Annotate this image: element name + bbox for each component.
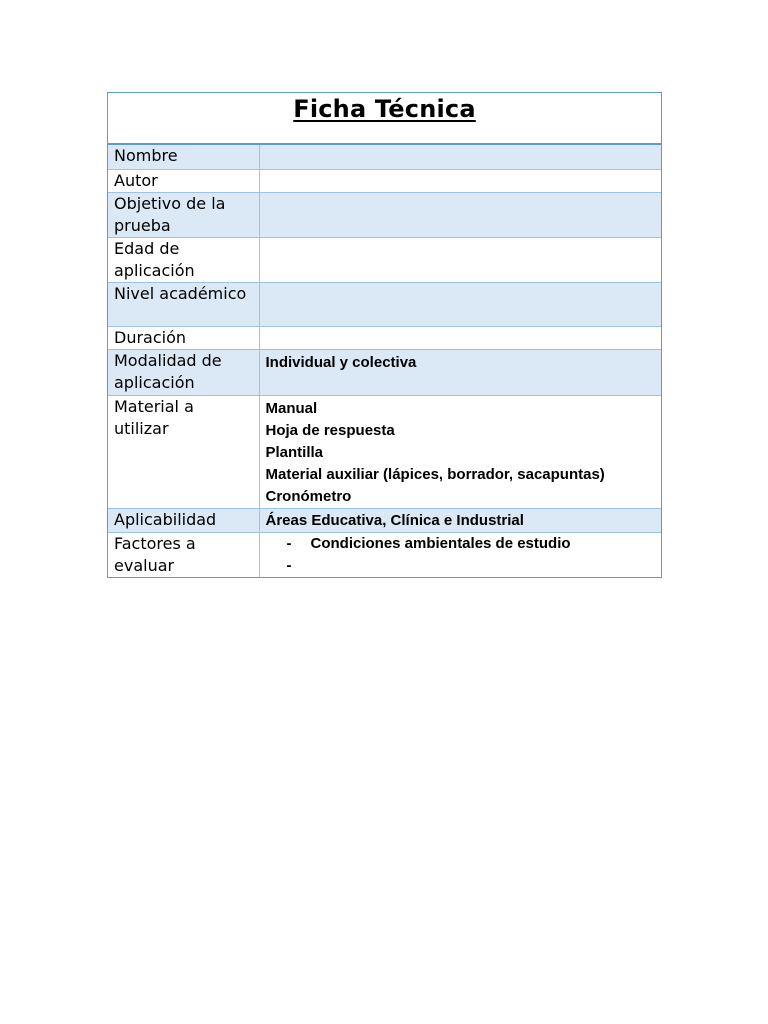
value-line: Cronómetro (265, 487, 352, 505)
row-value-empty (259, 326, 661, 349)
value-line: Individual y colectiva (265, 353, 417, 371)
row-value (259, 532, 661, 577)
title-row (108, 93, 661, 145)
list-item-text: Condiciones ambientales de estudio (310, 534, 571, 552)
table-row-nivel (108, 282, 661, 326)
row-value (259, 349, 661, 395)
row-label: Autor (108, 169, 259, 192)
row-label: Duración (108, 326, 259, 349)
row-label: Material a utilizar (108, 395, 259, 508)
list-item (287, 555, 656, 577)
row-value-empty (259, 237, 661, 282)
table-row-duracion (108, 326, 661, 349)
row-value-empty (259, 282, 661, 326)
row-value (259, 395, 661, 508)
table-row-factores (108, 532, 661, 577)
list-item (287, 533, 656, 555)
factors-list (266, 533, 656, 577)
row-value-empty (259, 169, 661, 192)
table-row-aplicabilidad (108, 508, 661, 532)
row-label: Factores a evaluar (108, 532, 259, 577)
table-row-autor (108, 169, 661, 192)
table-row-edad (108, 237, 661, 282)
table-row-objetivo (108, 192, 661, 237)
ficha-tecnica-table (107, 92, 662, 578)
table-row-nombre (108, 145, 661, 169)
row-value (259, 508, 661, 532)
details-grid (108, 145, 661, 577)
value-line: Áreas Educativa, Clínica e Industrial (265, 511, 524, 529)
row-value-empty (259, 192, 661, 237)
row-label: Aplicabilidad (108, 508, 259, 532)
page-title: Ficha Técnica (293, 95, 476, 123)
row-label: Objetivo de la prueba (108, 192, 259, 237)
table-row-material (108, 395, 661, 508)
value-line: Material auxiliar (lápices, borrador, sacapuntas) (265, 465, 605, 483)
table-row-modalidad (108, 349, 661, 395)
dash-bullet: - (286, 534, 292, 552)
dash-bullet: - (286, 556, 292, 574)
row-label: Nivel académico (108, 282, 259, 326)
row-label: Modalidad de aplicación (108, 349, 259, 395)
row-label: Nombre (108, 145, 259, 169)
value-line: Manual (265, 399, 318, 417)
row-value-empty (259, 145, 661, 169)
row-label: Edad de aplicación (108, 237, 259, 282)
value-line: Plantilla (265, 443, 324, 461)
value-line: Hoja de respuesta (265, 421, 395, 439)
